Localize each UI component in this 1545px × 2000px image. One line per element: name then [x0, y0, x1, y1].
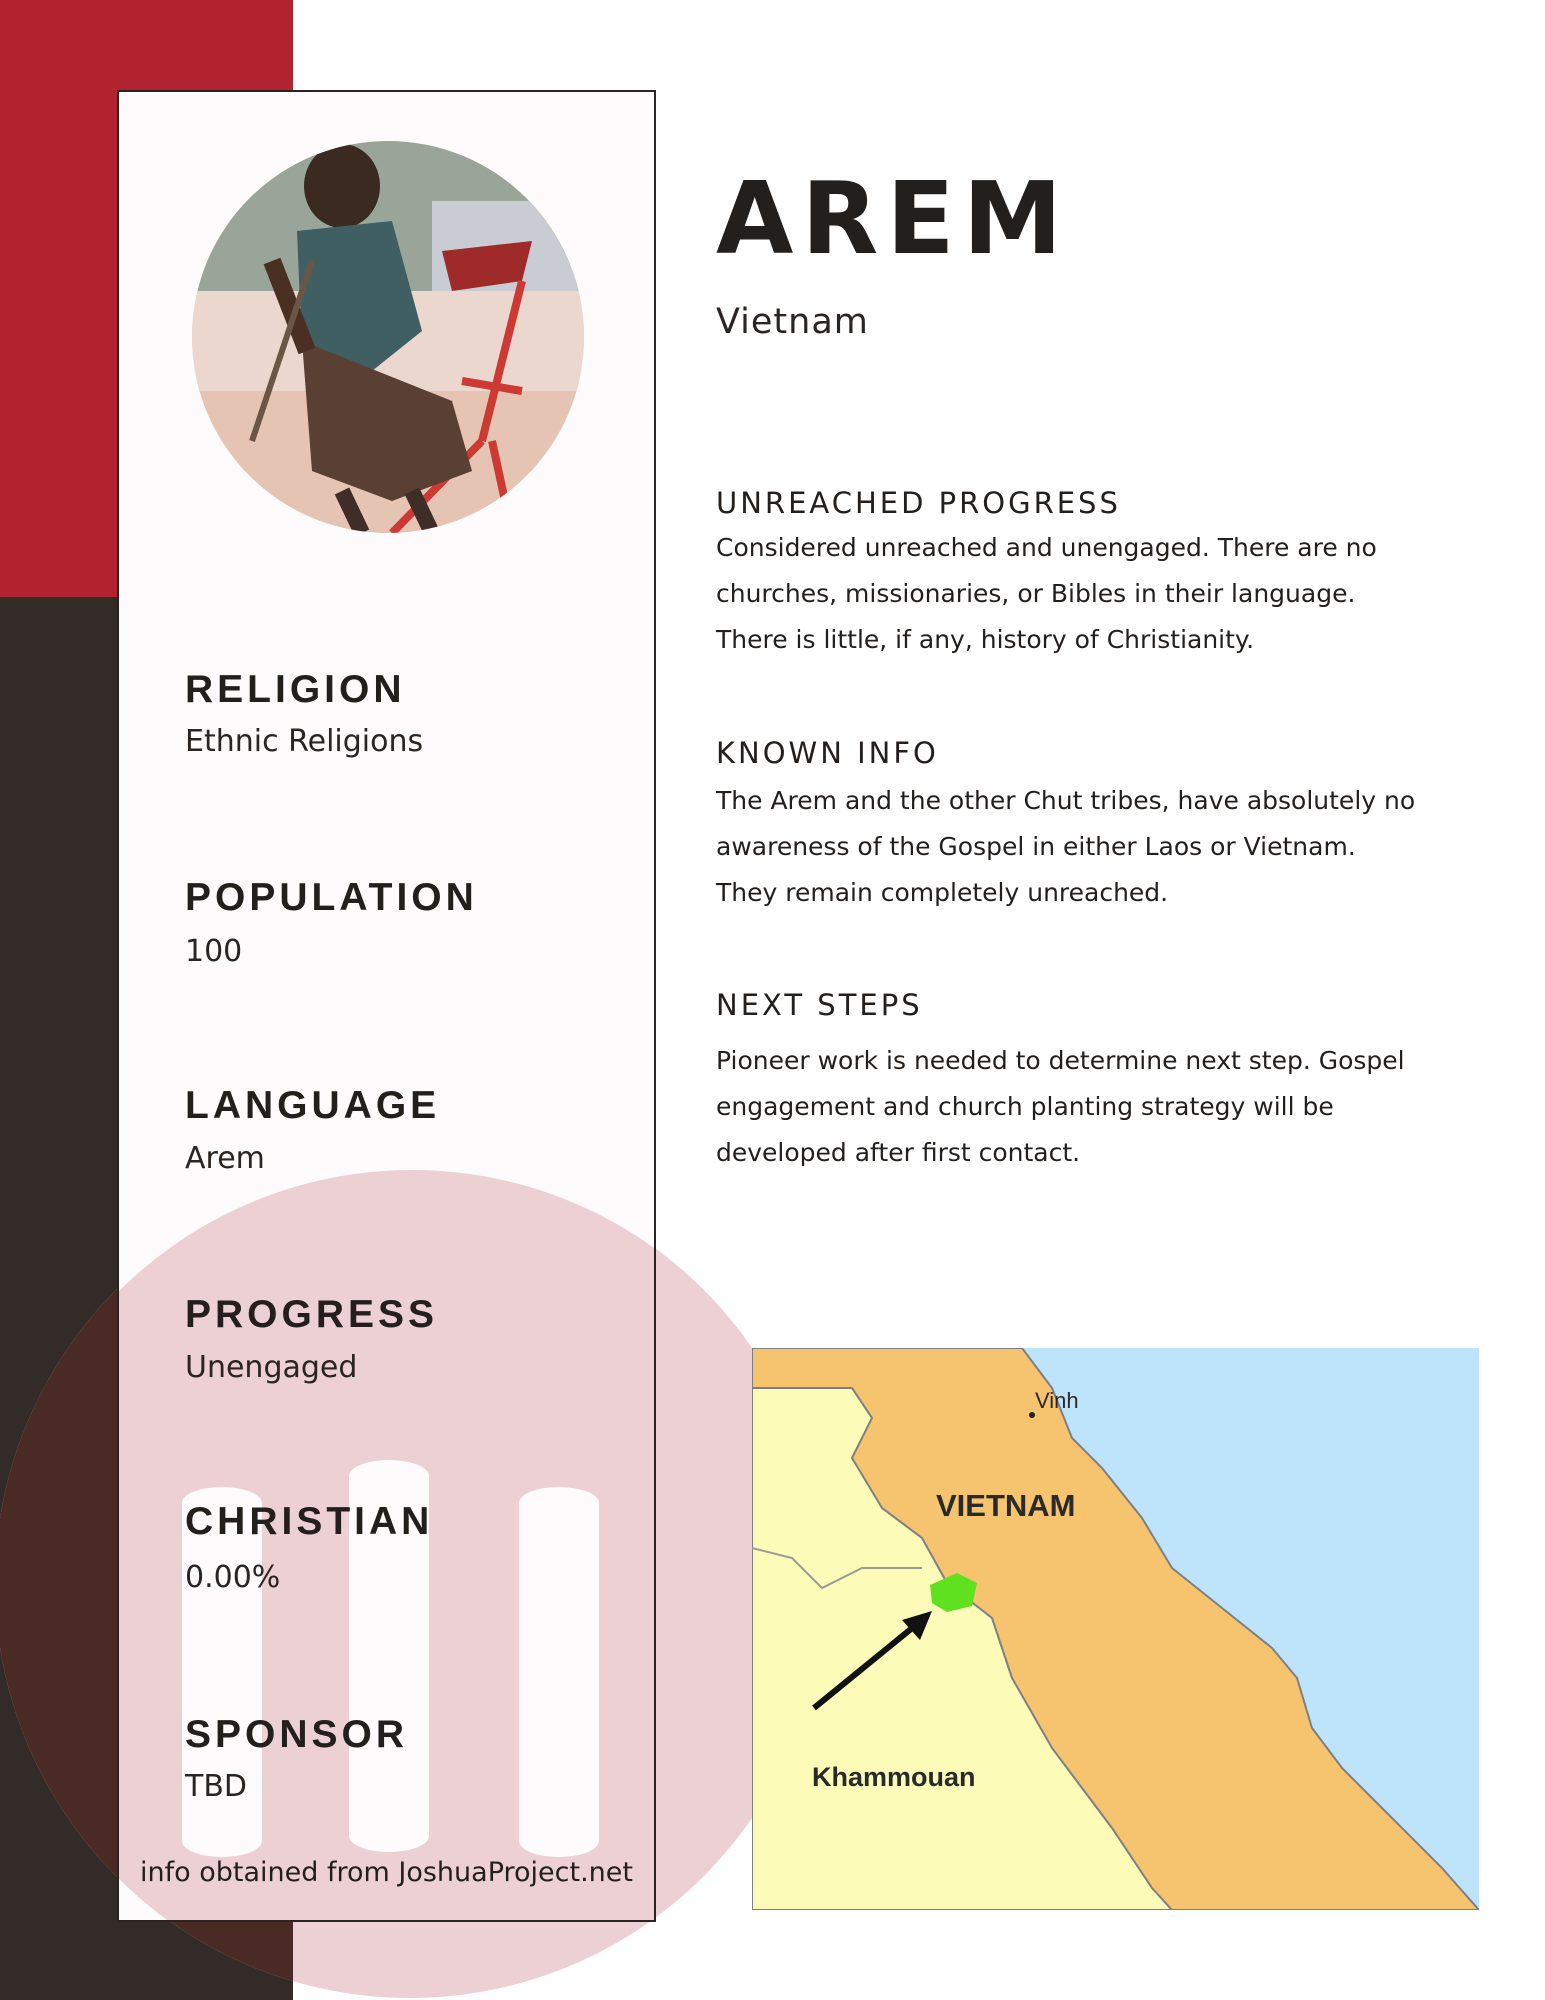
map-graphic: [752, 1348, 1479, 1910]
body-line: Considered unreached and unengaged. There are no: [716, 533, 1377, 562]
progress-value: Unengaged: [185, 1350, 358, 1385]
body-line: churches, missionaries, or Bibles in their language.: [716, 579, 1356, 608]
body-line: developed after first contact.: [716, 1138, 1081, 1167]
section-body-unreached-progress: [716, 525, 1436, 663]
christian-value: 0.00%: [185, 1560, 281, 1595]
body-line: They remain completely unreached.: [716, 878, 1169, 907]
body-line: engagement and church planting strategy will be: [716, 1092, 1334, 1121]
section-heading-unreached-progress: UNREACHED PROGRESS: [716, 486, 1121, 520]
map-label-city: Vinh: [1035, 1388, 1079, 1413]
sponsor-label: SPONSOR: [185, 1713, 409, 1756]
section-heading-known-info: KNOWN INFO: [716, 736, 939, 770]
progress-label: PROGRESS: [185, 1293, 439, 1336]
section-body-known-info: [716, 778, 1436, 916]
language-label: LANGUAGE: [185, 1084, 441, 1127]
population-label: POPULATION: [185, 876, 478, 919]
christian-label: CHRISTIAN: [185, 1500, 434, 1543]
country-subtitle: Vietnam: [716, 302, 869, 342]
map-label-province: Khammouan: [812, 1762, 976, 1792]
body-line: The Arem and the other Chut tribes, have absolutely no: [716, 786, 1416, 815]
page-title: AREM: [716, 160, 1071, 277]
body-line: awareness of the Gospel in either Laos or Vietnam.: [716, 832, 1356, 861]
map-label-country: VIETNAM: [936, 1488, 1076, 1523]
body-line: Pioneer work is needed to determine next step. Gospel: [716, 1046, 1405, 1075]
location-map: [752, 1348, 1479, 1910]
decorative-pill: [519, 1487, 599, 1857]
section-body-next-steps: [716, 1038, 1436, 1176]
section-heading-next-steps: NEXT STEPS: [716, 988, 923, 1022]
portrait-photo: [192, 141, 584, 533]
language-value: Arem: [185, 1141, 265, 1176]
religion-label: RELIGION: [185, 668, 406, 711]
religion-value: Ethnic Religions: [185, 724, 424, 759]
population-value: 100: [185, 934, 243, 969]
source-note: info obtained from JoshuaProject.net: [140, 1857, 633, 1888]
body-line: There is little, if any, history of Christianity.: [716, 625, 1255, 654]
sponsor-value: TBD: [185, 1769, 248, 1804]
